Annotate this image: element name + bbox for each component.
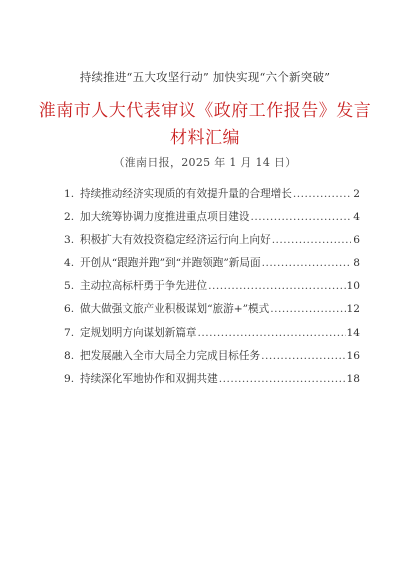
toc-page-number: 18 [346, 372, 360, 385]
toc-title: 把发展融入全市大局全力完成目标任务 [80, 349, 261, 362]
document-title: 淮南市人大代表审议《政府工作报告》发言材料汇编 [38, 101, 372, 148]
toc-entry-1[interactable] [64, 186, 360, 209]
toc-entry-8[interactable] [64, 348, 360, 371]
toc-number: 5. [64, 280, 75, 293]
toc-number: 8. [64, 349, 75, 362]
toc-leader-dots [293, 188, 351, 200]
toc-number: 9. [64, 372, 75, 385]
toc-number: 1. [64, 188, 75, 200]
toc-leader-dots [261, 350, 345, 362]
toc-page-number: 14 [346, 326, 360, 339]
toc-number: 6. [64, 303, 75, 316]
toc-title: 做大做强文旅产业积极谋划“旅游+”模式 [80, 303, 270, 316]
toc-entry-5[interactable] [64, 278, 360, 301]
document-source: （淮南日报，2025 年 1 月 14 日） [113, 156, 297, 169]
toc-title: 开创从“跟跑并跑”到“并跑领跑”新局面 [80, 257, 261, 270]
toc-number: 3. [64, 234, 75, 247]
toc-leader-dots [219, 373, 346, 385]
toc-page-number: 2 [353, 188, 360, 200]
toc-entry-4[interactable] [64, 255, 360, 278]
table-of-contents [64, 186, 360, 394]
toc-title: 持续推动经济实现质的有效提升量的合理增长 [80, 188, 292, 200]
toc-entry-2[interactable] [64, 209, 360, 232]
toc-title: 加大统筹协调力度推进重点项目建设 [80, 211, 250, 224]
toc-leader-dots [251, 211, 352, 223]
toc-title: 持续深化军地协作和双拥共建 [80, 372, 218, 385]
toc-page-number: 4 [353, 211, 360, 224]
toc-title: 积极扩大有效投资稳定经济运行向上向好 [80, 234, 271, 247]
toc-page-number: 12 [346, 303, 360, 316]
toc-leader-dots [270, 303, 345, 315]
toc-leader-dots [262, 257, 351, 269]
toc-leader-dots [208, 280, 345, 292]
document-subtitle: 持续推进“五大攻坚行动” 加快实现“六个新突破” [79, 70, 331, 84]
toc-page-number: 10 [346, 280, 360, 293]
toc-entry-3[interactable] [64, 232, 360, 255]
toc-page-number: 8 [353, 257, 360, 270]
toc-entry-6[interactable] [64, 301, 360, 324]
toc-page-number: 16 [346, 349, 360, 362]
toc-number: 2. [64, 211, 75, 224]
toc-title: 定规划明方向谋划新篇章 [80, 326, 197, 339]
toc-entry-9[interactable] [64, 371, 360, 394]
toc-entry-7[interactable] [64, 325, 360, 348]
toc-leader-dots [272, 234, 351, 246]
toc-page-number: 6 [353, 234, 360, 247]
toc-leader-dots [198, 327, 346, 339]
toc-title: 主动拉高标杆勇于争先进位 [80, 280, 208, 293]
toc-number: 4. [64, 257, 75, 270]
toc-number: 7. [64, 326, 75, 339]
